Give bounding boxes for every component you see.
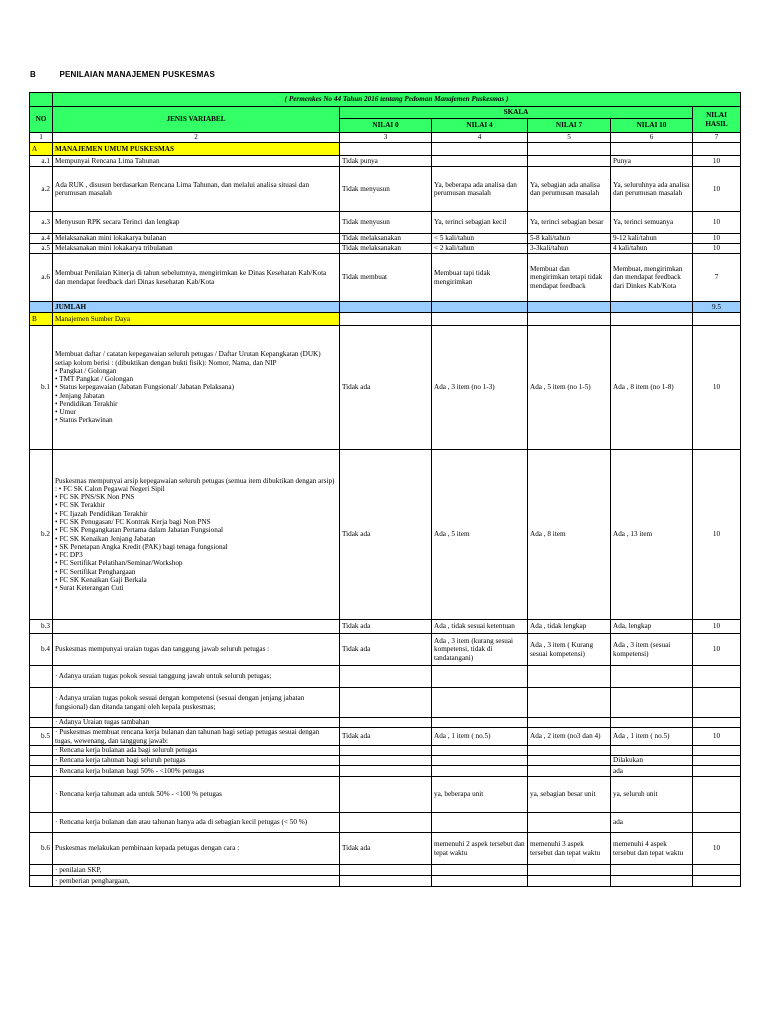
row-variable: Puskesmas mempunyai arsip kepegawaian seluruh petugas (semua item dibuktikan dengan arsip) : • FC SK Calon Pegawai Negeri Sipil • FC SK PNS/SK Non PNS • FC SK Terakhir • FC Ijazah Pendidikan Terakhir • FC SK Penugasan/ FC Kontrak Kerja bagi Non PNS • FC SK Pengangkatan Pertama dalam Jabatan Fungsional • FC SK Kenaikan Jenjang Jabatan • SK Penetapan Angka Kredit (PAK) bagi tenaga fungsional • FC DP3 • FC Sertifikat Pelatihan/Seminar/Workshop • FC Sertifikat Penghargaan • FC SK Kenaikan Gaji Berkala • Surat Keterangan Cuti <box>53 450 340 620</box>
row-nilai-hasil: 10 <box>693 244 741 254</box>
table-row <box>30 756 741 766</box>
row-nilai-10 <box>611 302 693 313</box>
table-row <box>30 833 741 865</box>
row-number: b.5 <box>30 728 53 746</box>
row-nilai-7: Membuat dan mengirimkan tetapi tidak mendapat feedback <box>528 254 611 302</box>
row-nilai-hasil <box>693 865 741 876</box>
header-spacer <box>30 93 53 107</box>
row-nilai-4: Membuat tapi tidak mengirimkan <box>432 254 528 302</box>
row-nilai-4 <box>432 766 528 777</box>
row-number <box>30 746 53 756</box>
row-nilai-hasil: 10 <box>693 728 741 746</box>
row-nilai-4: Ya, beberapa ada analisa dan perumusan masalah <box>432 167 528 212</box>
table-row <box>30 718 741 728</box>
row-number <box>30 766 53 777</box>
row-nilai-4 <box>432 718 528 728</box>
row-variable: Membuat Penilaian Kinerja di tahun sebelumnya, mengirimkan ke Dinas Kesehatan Kab/Kota dan mendapat feedback dari Dinas kesehatan Kab/Kota <box>53 254 340 302</box>
row-nilai-hasil <box>693 718 741 728</box>
section-code: B <box>30 70 36 79</box>
row-nilai-4 <box>432 666 528 688</box>
row-nilai-7 <box>528 746 611 756</box>
row-nilai-7 <box>528 156 611 167</box>
row-nilai-10 <box>611 313 693 326</box>
row-nilai-0: Tidak membuat <box>340 254 432 302</box>
row-variable: · penilaian SKP, <box>53 865 340 876</box>
table-row <box>30 212 741 234</box>
row-nilai-4: Ada , 3 item (no 1-3) <box>432 326 528 450</box>
row-variable: Puskesmas mempunyai uraian tugas dan tanggung jawab seluruh petugas : <box>53 634 340 666</box>
row-nilai-10: Dilakukan <box>611 756 693 766</box>
row-number: a.4 <box>30 234 53 244</box>
row-nilai-10 <box>611 143 693 156</box>
row-variable: · Rencana kerja tahunan ada untuk 50% - <100 % petugas <box>53 777 340 813</box>
row-number <box>30 777 53 813</box>
table-row <box>30 156 741 167</box>
row-nilai-7 <box>528 688 611 718</box>
row-variable: Puskesmas melakukan pembinaan kepada petugas dengan cara : <box>53 833 340 865</box>
row-variable: Ada RUK , disusun berdasarkan Rencana Lima Tahunan, dan melalui analisa situasi dan perumusan masalah <box>53 167 340 212</box>
row-nilai-10: Ada, lengkap <box>611 620 693 634</box>
col-n4-header: NILAI 4 <box>432 119 528 133</box>
table-row <box>30 666 741 688</box>
row-nilai-10 <box>611 746 693 756</box>
table-row <box>30 728 741 746</box>
row-number <box>30 865 53 876</box>
row-nilai-7: 3-3kali/tahun <box>528 244 611 254</box>
row-nilai-4: < 5 kali/tahun <box>432 234 528 244</box>
row-number: a.2 <box>30 167 53 212</box>
col-number: 4 <box>432 133 528 143</box>
row-nilai-4: Ada , 5 item <box>432 450 528 620</box>
row-number <box>30 876 53 887</box>
column-number-row <box>30 133 741 143</box>
row-nilai-10 <box>611 688 693 718</box>
row-nilai-10: Ada , 3 item (sesuai kompetensi) <box>611 634 693 666</box>
row-nilai-hasil <box>693 666 741 688</box>
table-row <box>30 634 741 666</box>
row-nilai-7: memenuhi 3 aspek tersebut dan tepat waktu <box>528 833 611 865</box>
row-number: a.3 <box>30 212 53 234</box>
row-nilai-7: Ada , 3 item ( Kurang sesuai kompetensi) <box>528 634 611 666</box>
row-nilai-0 <box>340 876 432 887</box>
row-nilai-0: Tidak ada <box>340 833 432 865</box>
row-variable: · Rencana kerja tahunan bagi seluruh petugas <box>53 756 340 766</box>
row-nilai-0 <box>340 777 432 813</box>
row-nilai-hasil <box>693 766 741 777</box>
row-nilai-hasil <box>693 777 741 813</box>
row-variable: Melaksanakan mini lokakarya tribulanan <box>53 244 340 254</box>
row-nilai-4: memenuhi 2 aspek tersebut dan tepat waktu <box>432 833 528 865</box>
row-number: b.3 <box>30 620 53 634</box>
row-number: a.1 <box>30 156 53 167</box>
row-nilai-10: Ada , 1 item ( no.5) <box>611 728 693 746</box>
row-nilai-4 <box>432 313 528 326</box>
row-number <box>30 302 53 313</box>
col-variable-header: JENIS VARIABEL <box>53 107 340 133</box>
row-nilai-7: Ada , 5 item (no 1-5) <box>528 326 611 450</box>
row-number: a.5 <box>30 244 53 254</box>
row-nilai-7: Ya, terinci sebagian besar <box>528 212 611 234</box>
row-variable: · Adanya Uraian tugas tambahan <box>53 718 340 728</box>
table-row <box>30 865 741 876</box>
row-nilai-10: ada <box>611 766 693 777</box>
row-nilai-4 <box>432 865 528 876</box>
row-nilai-hasil <box>693 876 741 887</box>
row-nilai-10: 9-12 kali/tahun <box>611 234 693 244</box>
row-nilai-10: Ya, seluruhnya ada analisa dan perumusan masalah <box>611 167 693 212</box>
row-nilai-hasil: 10 <box>693 634 741 666</box>
row-nilai-7 <box>528 718 611 728</box>
table-body <box>30 143 741 887</box>
col-number: 5 <box>528 133 611 143</box>
table-row <box>30 813 741 833</box>
row-nilai-0 <box>340 143 432 156</box>
row-nilai-10: memenuhi 4 aspek tersebut dan tepat waktu <box>611 833 693 865</box>
row-nilai-10: ya, seluruh unit <box>611 777 693 813</box>
row-variable: · Adanya uraian tugas pokok sesuai dengan kompetensi (sesuai dengan jenjang jabatan fungsional) dan ditanda tangani oleh kepala puskesmas; <box>53 688 340 718</box>
row-nilai-7 <box>528 865 611 876</box>
regulation-title: ( Permenkes No 44 Tahun 2016 tentang Pedoman Manajemen Puskesmas ) <box>53 93 741 107</box>
row-number <box>30 666 53 688</box>
row-nilai-hasil: 7 <box>693 254 741 302</box>
row-number: b.2 <box>30 450 53 620</box>
row-nilai-hasil <box>693 746 741 756</box>
row-nilai-10 <box>611 876 693 887</box>
col-result-header: NILAI HASIL <box>693 107 741 133</box>
row-number: b.6 <box>30 833 53 865</box>
col-number: 2 <box>53 133 340 143</box>
row-nilai-4: Ada , 3 item (kurang sesuai kompetensi, tidak di tandatangani) <box>432 634 528 666</box>
col-no-header: NO <box>30 107 53 133</box>
col-scale-header: SKALA <box>340 107 693 119</box>
row-nilai-0 <box>340 313 432 326</box>
row-nilai-4 <box>432 756 528 766</box>
row-nilai-4 <box>432 156 528 167</box>
row-nilai-10: Ada , 13 item <box>611 450 693 620</box>
row-nilai-0: Tidak ada <box>340 620 432 634</box>
row-variable: MANAJEMEN UMUM PUSKESMAS <box>53 143 340 156</box>
row-number <box>30 756 53 766</box>
row-nilai-4 <box>432 688 528 718</box>
assessment-table <box>29 92 741 887</box>
row-nilai-4 <box>432 813 528 833</box>
table-row <box>30 143 741 156</box>
table-row <box>30 234 741 244</box>
row-nilai-7 <box>528 313 611 326</box>
row-variable: · Adanya uraian tugas pokok sesuai tanggung jawab untuk seluruh petugas; <box>53 666 340 688</box>
row-nilai-hasil: 10 <box>693 234 741 244</box>
row-nilai-0: Tidak menyusun <box>340 167 432 212</box>
row-nilai-hasil <box>693 688 741 718</box>
row-number: a.6 <box>30 254 53 302</box>
row-nilai-0: Tidak ada <box>340 326 432 450</box>
row-nilai-7 <box>528 766 611 777</box>
col-number: 3 <box>340 133 432 143</box>
table-row <box>30 688 741 718</box>
row-number <box>30 718 53 728</box>
col-n0-header: NILAI 0 <box>340 119 432 133</box>
row-number: B <box>30 313 53 326</box>
row-variable: JUMLAH <box>53 302 340 313</box>
row-nilai-0: Tidak punya <box>340 156 432 167</box>
row-variable: · Rencana kerja bulanan ada bagi seluruh petugas <box>53 746 340 756</box>
row-nilai-4 <box>432 302 528 313</box>
table-row <box>30 313 741 326</box>
row-nilai-7 <box>528 666 611 688</box>
row-nilai-7: Ada , 2 item (no3 dan 4) <box>528 728 611 746</box>
row-nilai-4: < 2 kali/tahun <box>432 244 528 254</box>
row-number <box>30 813 53 833</box>
row-nilai-0 <box>340 746 432 756</box>
row-nilai-0 <box>340 302 432 313</box>
row-variable: Manajemen Sumber Daya <box>53 313 340 326</box>
section-title: PENILAIAN MANAJEMEN PUSKESMAS <box>59 70 216 79</box>
row-nilai-4: Ada , 1 item ( no.5) <box>432 728 528 746</box>
row-variable: Membuat daftar / catatan kepegawaian seluruh petugas / Daftar Urutan Kepangkatan (DUK) setiap kolom berisi : (dibuktikan dengan bukti fisik): Nomor, Nama, dan NIP • Pangkat / Golongan • TMT Pangkat / Golongan • Status kepegawaian (Jabatan Fungsional/ Jabatan Pelaksana) • Jenjang Jabatan • Pendidikan Terakhir • Umur • Status Perkawinan <box>53 326 340 450</box>
row-variable: Mempunyai Rencana Lima Tahunan <box>53 156 340 167</box>
row-variable: · pemberian penghargaan, <box>53 876 340 887</box>
row-nilai-hasil <box>693 756 741 766</box>
row-nilai-7 <box>528 143 611 156</box>
row-nilai-hasil: 10 <box>693 450 741 620</box>
row-nilai-4: ya, beberapa unit <box>432 777 528 813</box>
table-row <box>30 254 741 302</box>
row-nilai-4 <box>432 143 528 156</box>
table-row <box>30 766 741 777</box>
row-nilai-10 <box>611 865 693 876</box>
row-nilai-hasil: 10 <box>693 620 741 634</box>
row-nilai-0 <box>340 865 432 876</box>
table-row <box>30 777 741 813</box>
row-nilai-hasil <box>693 313 741 326</box>
row-nilai-10: Punya <box>611 156 693 167</box>
table-row <box>30 876 741 887</box>
table-row <box>30 244 741 254</box>
table-row <box>30 326 741 450</box>
row-nilai-4: Ada , tidak sesuai ketentuan <box>432 620 528 634</box>
row-nilai-10: Membuat, mengirimkan dan mendapat feedback dari Dinkes Kab/Kota <box>611 254 693 302</box>
table-row <box>30 167 741 212</box>
row-nilai-4 <box>432 746 528 756</box>
row-variable: · Puskesmas membuat rencana kerja bulanan dan tahunan bagi setiap petugas sesuai dengan tugas, wewenang, dan tanggung jawab: <box>53 728 340 746</box>
row-nilai-10 <box>611 666 693 688</box>
row-nilai-7 <box>528 756 611 766</box>
row-nilai-0 <box>340 666 432 688</box>
row-nilai-0: Tidak menyusun <box>340 212 432 234</box>
col-number: 1 <box>30 133 53 143</box>
row-nilai-0 <box>340 688 432 718</box>
row-nilai-10 <box>611 718 693 728</box>
col-number: 6 <box>611 133 693 143</box>
row-nilai-hasil: 10 <box>693 212 741 234</box>
table-row <box>30 620 741 634</box>
row-nilai-7: Ya, sebagian ada analisa dan perumusan masalah <box>528 167 611 212</box>
row-nilai-hasil: 9.5 <box>693 302 741 313</box>
row-nilai-7: 5-8 kali/tahun <box>528 234 611 244</box>
section-heading <box>30 70 215 79</box>
row-nilai-0: Tidak ada <box>340 450 432 620</box>
row-nilai-10: Ya, terinci semuanya <box>611 212 693 234</box>
table-row <box>30 302 741 313</box>
row-nilai-7: Ada , 8 item <box>528 450 611 620</box>
row-number: b.1 <box>30 326 53 450</box>
row-nilai-0: Tidak melaksanakan <box>340 244 432 254</box>
row-variable: · Rencana kerja bulanan dan atau tahunan hanya ada di sebagian kecil petugas (< 50 %) <box>53 813 340 833</box>
row-number <box>30 688 53 718</box>
row-nilai-7 <box>528 302 611 313</box>
row-variable: · Rencana kerja bulanan bagi 50% - <100% petugas <box>53 766 340 777</box>
row-nilai-10: Ada , 8 item (no 1-8) <box>611 326 693 450</box>
row-nilai-0 <box>340 718 432 728</box>
row-nilai-4: Ya, terinci sebagian kecil <box>432 212 528 234</box>
row-nilai-7: Ada , tidak lengkap <box>528 620 611 634</box>
row-nilai-hasil: 10 <box>693 326 741 450</box>
col-n10-header: NILAI 10 <box>611 119 693 133</box>
col-number: 7 <box>693 133 741 143</box>
row-nilai-4 <box>432 876 528 887</box>
row-variable: Melaksanakan mini lokakarya bulanan <box>53 234 340 244</box>
row-nilai-0 <box>340 756 432 766</box>
row-variable: Menyusun RPK secara Terinci dan lengkap <box>53 212 340 234</box>
row-number: b.4 <box>30 634 53 666</box>
row-nilai-10: ada <box>611 813 693 833</box>
row-nilai-10: 4 kali/tahun <box>611 244 693 254</box>
row-nilai-0: Tidak ada <box>340 728 432 746</box>
row-number: A <box>30 143 53 156</box>
row-variable <box>53 620 340 634</box>
row-nilai-0 <box>340 766 432 777</box>
table-row <box>30 450 741 620</box>
row-nilai-hasil: 10 <box>693 156 741 167</box>
row-nilai-7: ya, sebagian besar unit <box>528 777 611 813</box>
row-nilai-7 <box>528 813 611 833</box>
row-nilai-hasil: 10 <box>693 833 741 865</box>
row-nilai-7 <box>528 876 611 887</box>
table-row <box>30 746 741 756</box>
col-n7-header: NILAI 7 <box>528 119 611 133</box>
row-nilai-0: Tidak ada <box>340 634 432 666</box>
row-nilai-hasil: 10 <box>693 167 741 212</box>
row-nilai-hasil <box>693 813 741 833</box>
row-nilai-0 <box>340 813 432 833</box>
row-nilai-0: Tidak melaksanakan <box>340 234 432 244</box>
row-nilai-hasil <box>693 143 741 156</box>
